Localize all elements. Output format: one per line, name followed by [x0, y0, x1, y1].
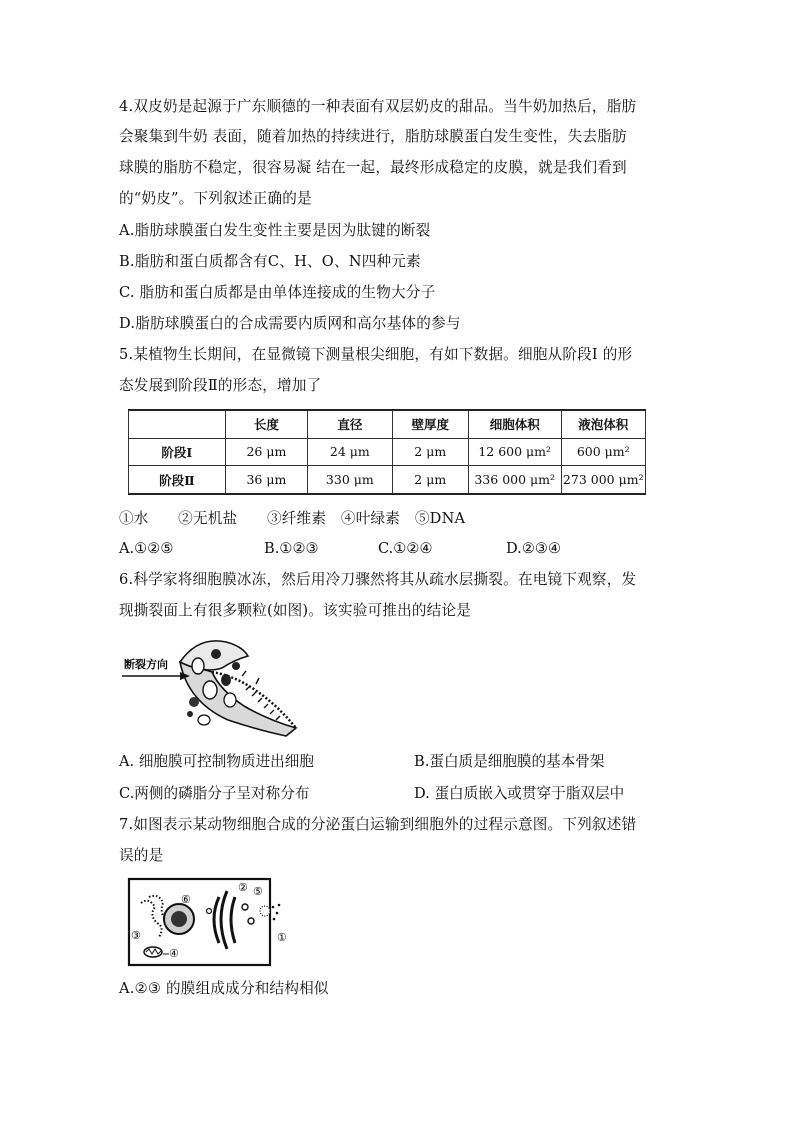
- table-cell: 336 000 μm²: [468, 466, 561, 494]
- table-row: [129, 438, 646, 466]
- table-cell: 阶段Ⅱ: [129, 466, 226, 494]
- q4-stem-line-2: 会聚集到牛奶 表面，随着加热的持续进行，脂肪球膜蛋白发生变性，失去脂肪: [119, 128, 627, 145]
- q5-option-d: D.②③④: [506, 540, 562, 557]
- q6-stem-line-1: 6.科学家将细胞膜冰冻，然后用冷刀骤然将其从疏水层撕裂。在电镜下观察，发: [119, 571, 637, 588]
- table-cell: 273 000 μm²: [561, 466, 646, 494]
- table-header-cell: [129, 410, 226, 438]
- q4-option-d: D.脂肪球膜蛋白的合成需要内质网和高尔基体的参与: [119, 315, 461, 332]
- figure-label: ④: [169, 947, 179, 960]
- q7-stem-line-1: 7.如图表示某动物细胞合成的分泌蛋白运输到细胞外的过程示意图。下列叙述错: [119, 816, 637, 833]
- freeze-fracture-figure: [118, 632, 308, 742]
- table-header-cell: 液泡体积: [561, 410, 646, 438]
- table-cell: 2 μm: [392, 438, 468, 466]
- table-cell: 330 μm: [308, 466, 392, 494]
- q4-option-b: B.脂肪和蛋白质都含有C、H、O、N四种元素: [119, 253, 421, 270]
- table-header-cell: 直径: [308, 410, 392, 438]
- table-cell: 24 μm: [308, 438, 392, 466]
- table-header-row: [129, 410, 646, 438]
- q6-option-b: B.蛋白质是细胞膜的基本骨架: [414, 753, 605, 770]
- figure-label: ①: [277, 931, 287, 944]
- q5-option-b: B.①②③: [264, 540, 319, 557]
- figure-label: ③: [131, 929, 141, 942]
- q7-stem-line-2: 误的是: [119, 847, 164, 864]
- table-header-cell: 长度: [225, 410, 307, 438]
- q4-option-a: A.脂肪球膜蛋白发生变性主要是因为肽键的断裂: [119, 222, 431, 239]
- q6-stem-line-2: 现撕裂面上有很多颗粒(如图)。该实验可推出的结论是: [119, 602, 472, 619]
- q7-option-a: A.②③ 的膜组成成分和结构相似: [119, 980, 329, 997]
- table-cell: 26 μm: [225, 438, 307, 466]
- q5-option-c: C.①②④: [378, 540, 433, 557]
- table-cell: 阶段Ⅰ: [129, 438, 226, 466]
- q5-stem-line-1: 5.某植物生长期间，在显微镜下测量根尖细胞，有如下数据。细胞从阶段I 的形: [119, 346, 633, 363]
- q5-data-table: [128, 409, 646, 495]
- figure-label: ⑥: [181, 893, 191, 906]
- q5-items: ①水 ②无机盐 ③纤维素 ④叶绿素 ⑤DNA: [119, 510, 466, 527]
- secretory-protein-figure: [127, 877, 295, 969]
- q4-stem-line-1: 4.双皮奶是起源于广东顺德的一种表面有双层奶皮的甜品。当牛奶加热后，脂肪: [119, 98, 637, 115]
- table-row: [129, 466, 646, 494]
- figure-label: ②: [238, 881, 248, 894]
- q5-option-a: A.①②⑤: [119, 540, 174, 557]
- q5-stem-line-2: 态发展到阶段Ⅱ的形态，增加了: [119, 377, 322, 394]
- q6-option-c: C.两侧的磷脂分子呈对称分布: [119, 785, 310, 802]
- q4-stem-line-4: 的“奶皮”。下列叙述正确的是: [119, 190, 312, 207]
- table-cell: 2 μm: [392, 466, 468, 494]
- table-cell: 12 600 μm²: [468, 438, 561, 466]
- table-cell: 600 μm²: [561, 438, 646, 466]
- q6-option-a: A. 细胞膜可控制物质进出细胞: [119, 753, 314, 770]
- figure-label: ⑤: [253, 885, 263, 898]
- q4-stem-line-3: 球膜的脂肪不稳定，很容易凝 结在一起，最终形成稳定的皮膜，就是我们看到: [119, 159, 627, 176]
- table-header-cell: 壁厚度: [392, 410, 468, 438]
- q6-option-d: D. 蛋白质嵌入或贯穿于脂双层中: [414, 785, 625, 802]
- table-header-cell: 细胞体积: [468, 410, 561, 438]
- q4-option-c: C. 脂肪和蛋白质都是由单体连接成的生物大分子: [119, 284, 436, 301]
- table-cell: 36 μm: [225, 466, 307, 494]
- fracture-direction-label: 断裂方向: [124, 658, 168, 671]
